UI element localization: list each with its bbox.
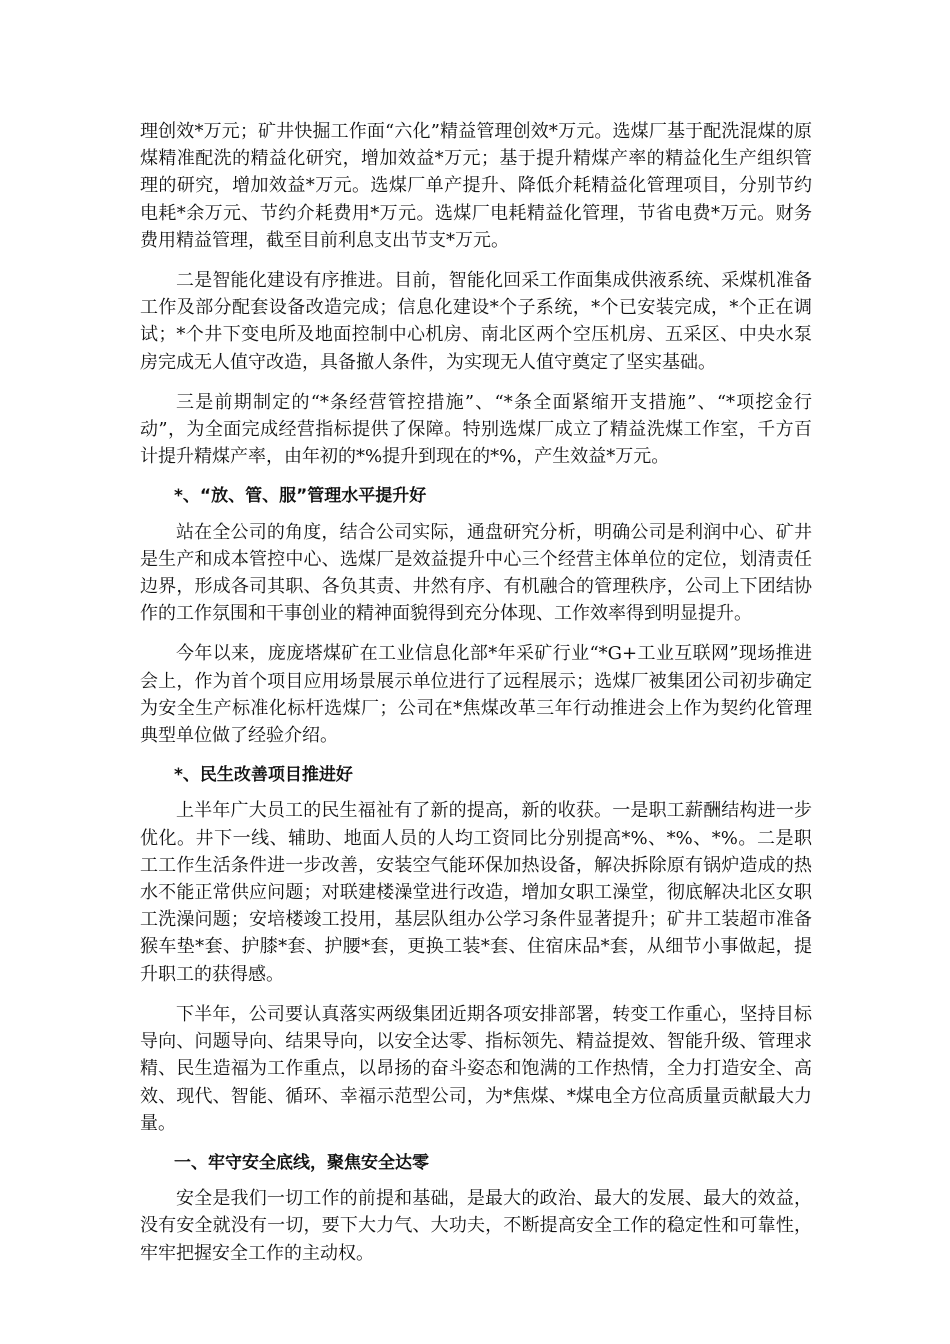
paragraph-8: 安全是我们一切工作的前提和基础，是最大的政治、最大的发展、最大的效益，没有安全就没有一切，要下大力气、大功夫，不断提高安全工作的稳定性和可靠性，牢牢把握安全工作的主动权。 <box>140 1188 812 1264</box>
paragraph-6: 上半年广大员工的民生福祉有了新的提高，新的收获。一是职工薪酬结构进一步优化。井下一线、辅助、地面人员的人均工资同比分别提高*%、*%、*%。二是职工工作生活条件进一步改善，安装空气能环保加热设备，解决拆除原有锅炉造成的热水不能正常供应问题；对联建楼澡堂进行改造，增加女职工澡堂，彻底解决北区女职工洗澡问题；安培楼竣工投用，基层队组办公学习条件显著提升；矿井工装超市准备猴车垫*套、护膝*套、护腰*套，更换工装*套、住宿床品*套，从细节小事做起，提升职工的获得感。 <box>140 800 812 985</box>
paragraph-3: 三是前期制定的“*条经营管控措施”、“*条全面紧缩开支措施”、“*项挖金行动”，为全面完成经营指标提供了保障。特别选煤厂成立了精益洗煤工作室，千方百计提升精煤产率，由年初的*%提升到现在的*%，产生效益*万元。 <box>140 391 812 468</box>
paragraph-4: 站在全公司的角度，结合公司实际，通盘研究分析，明确公司是利润中心、矿井是生产和成本管控中心、选煤厂是效益提升中心三个经营主体单位的定位，划清责任边界，形成各司其职、各负其责、井然有序、有机融合的管理秩序，公司上下团结协作的工作氛围和干事创业的精神面貌得到充分体现、工作效率得到明显提升。 <box>140 521 812 625</box>
section-heading-3: 一、牢守安全底线，聚焦安全达零 <box>174 1152 429 1173</box>
paragraph-5: 今年以来，庞庞塔煤矿在工业信息化部*年采矿行业“*G+工业互联网”现场推进会上，作为首个项目应用场景展示单位进行了远程展示；选煤厂被集团公司初步确定为安全生产标准化标杆选煤厂；公司在*焦煤改革三年行动推进会上作为契约化管理典型单位做了经验介绍。 <box>140 643 812 747</box>
section-heading-1: *、“放、管、服”管理水平提升好 <box>174 486 427 507</box>
paragraph-1: 理创效*万元；矿井快掘工作面“六化”精益管理创效*万元。选煤厂基于配洗混煤的原煤精准配洗的精益化研究，增加效益*万元；基于提升精煤产率的精益化生产组织管理的研究，增加效益*万元。选煤厂单产提升、降低介耗精益化管理项目，分别节约电耗*余万元、节约介耗费用*万元。选煤厂电耗精益化管理，节省电费*万元。财务费用精益管理，截至目前利息支出节支*万元。 <box>140 121 812 251</box>
document-page <box>140 118 812 1280</box>
section-heading-2: *、民生改善项目推进好 <box>174 765 353 786</box>
paragraph-2: 二是智能化建设有序推进。目前，智能化回采工作面集成供液系统、采煤机准备工作及部分配套设备改造完成；信息化建设*个子系统，*个已安装完成，*个正在调试；*个井下变电所及地面控制中心机房、南北区两个空压机房、五采区、中央水泵房完成无人值守改造，具备撤人条件，为实现无人值守奠定了坚实基础。 <box>140 270 812 373</box>
paragraph-7: 下半年，公司要认真落实两级集团近期各项安排部署，转变工作重心，坚持目标导向、问题导向、结果导向，以安全达零、指标领先、精益提效、智能升级、管理求精、民生造福为工作重点，以昂扬的奋斗姿态和饱满的工作热情，全力打造安全、高效、现代、智能、循环、幸福示范型公司，为*焦煤、*煤电全方位高质量贡献最大力量。 <box>140 1003 812 1134</box>
